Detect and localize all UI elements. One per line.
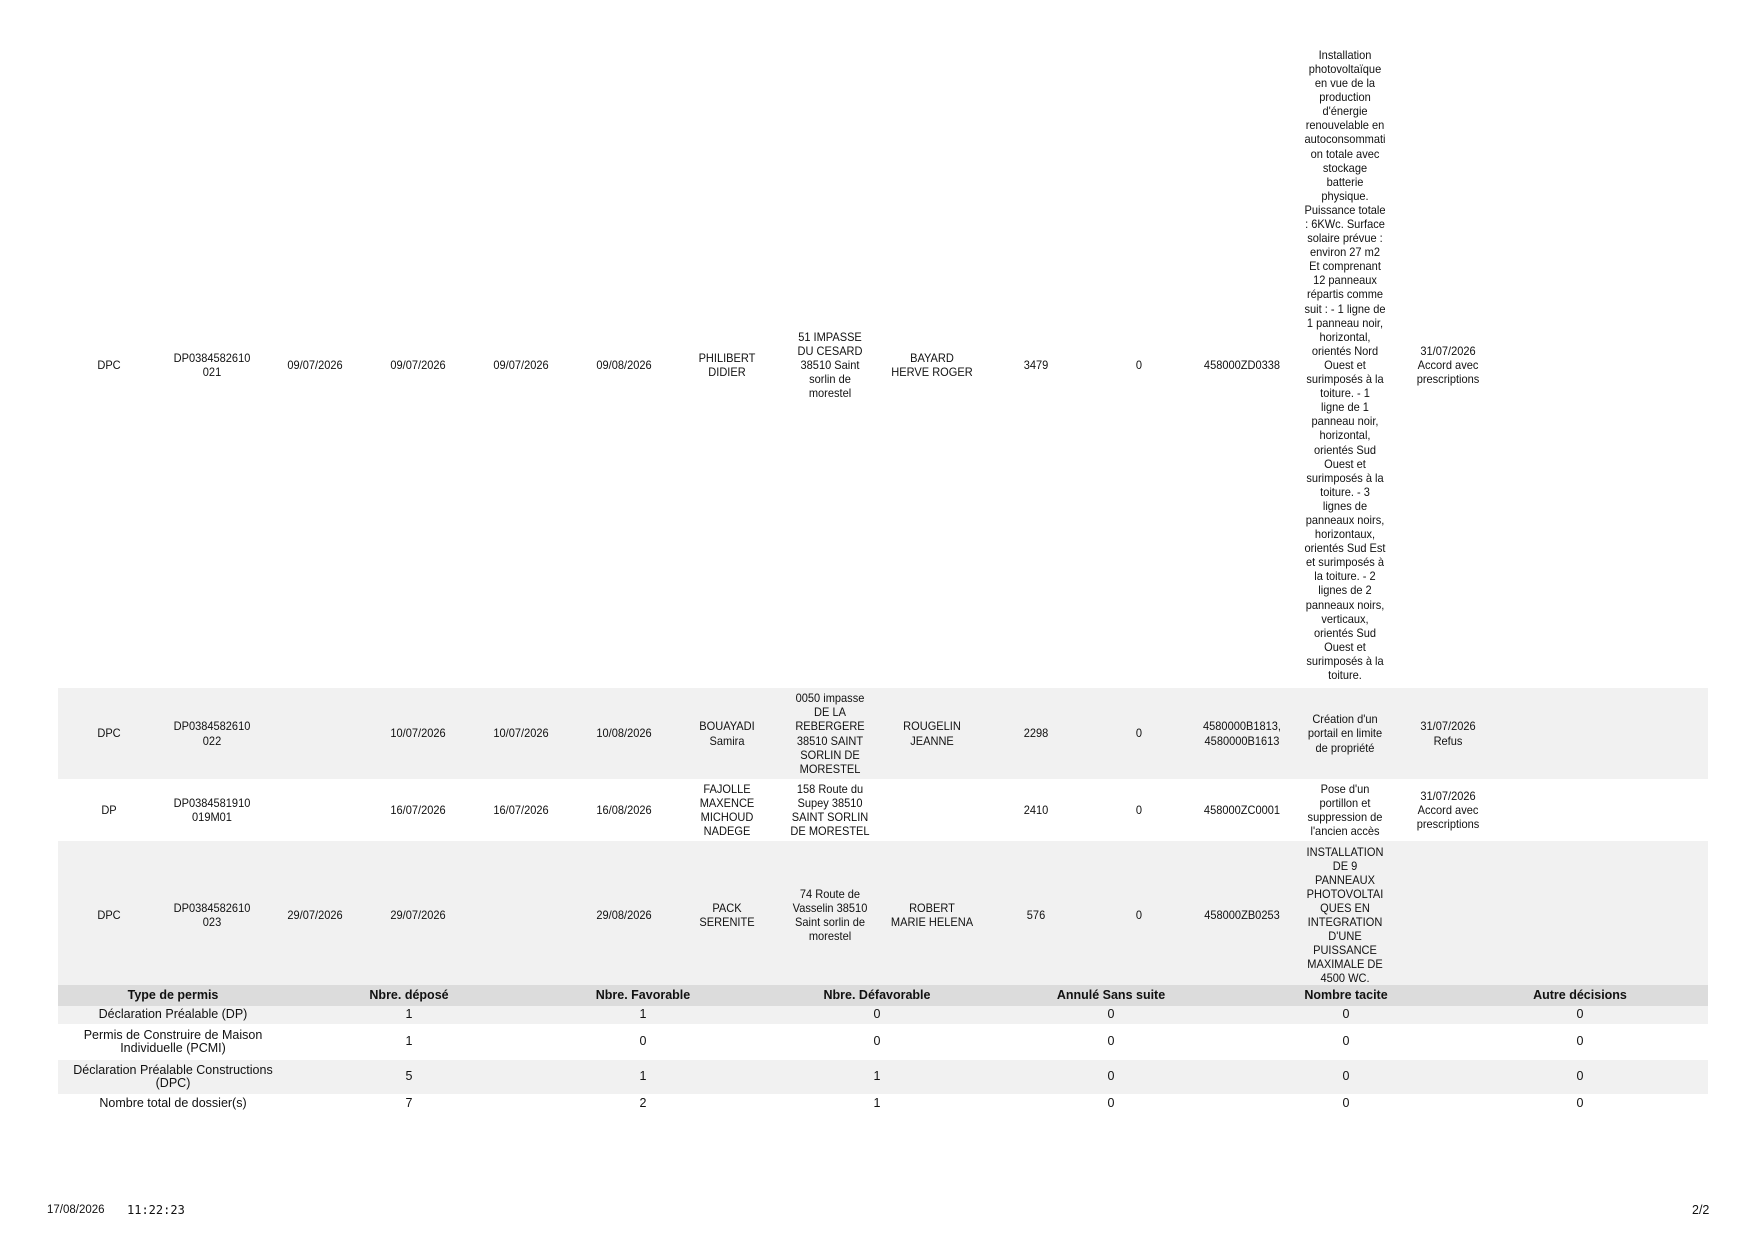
summary-column-header: Nbre. Favorable bbox=[595, 987, 691, 1002]
project-description-line: orientés Sud Est bbox=[1304, 541, 1386, 556]
surface-value bbox=[990, 42, 1082, 688]
summary-row-label-line: Permis de Construire de Maison bbox=[83, 1027, 263, 1042]
project-description-line: Ouest et bbox=[1324, 639, 1366, 654]
dossier-number bbox=[166, 688, 258, 779]
summary-count: 0 bbox=[639, 1034, 647, 1049]
summary-row-label-line: Individuelle (PCMI) bbox=[120, 1041, 226, 1055]
project-description-line: de propriété bbox=[1315, 740, 1375, 755]
summary-count: 7 bbox=[405, 1096, 413, 1111]
work-address-line: Saint sorlin de bbox=[795, 915, 865, 929]
project-description-line: Ouest et bbox=[1324, 357, 1366, 372]
dossier-number-line: 021 bbox=[202, 365, 222, 379]
project-description-line: horizontal, bbox=[1319, 329, 1371, 344]
owner-name-line: MARIE HELENA bbox=[890, 915, 974, 929]
project-description-line: lignes de 2 bbox=[1318, 583, 1372, 598]
extra-value bbox=[1093, 841, 1185, 989]
date-registered-line: 09/07/2026 bbox=[390, 357, 446, 372]
owner-name-line: HERVE ROGER bbox=[891, 365, 973, 379]
project-description-line: Puissance totale bbox=[1304, 202, 1386, 217]
extra-value bbox=[1093, 688, 1185, 779]
parcel-reference-line: 458000ZB0253 bbox=[1204, 907, 1280, 922]
summary-count: 0 bbox=[1576, 1034, 1584, 1049]
permit-type-line: DPC bbox=[97, 907, 121, 922]
project-description-line: suit : - 1 ligne de bbox=[1304, 301, 1386, 316]
print-date: 17/08/2026 bbox=[47, 1204, 105, 1216]
dossier-number-line: DP0384582610 bbox=[173, 719, 251, 734]
project-description-line: Installation bbox=[1318, 47, 1372, 62]
work-address-line: 38510 Saint bbox=[800, 357, 860, 372]
decision-status-line: 31/07/2026 bbox=[1420, 788, 1476, 803]
date-complete bbox=[475, 42, 567, 688]
project-description-line: 1 panneau noir, bbox=[1306, 315, 1384, 330]
project-description-line: QUES EN bbox=[1320, 900, 1370, 915]
date-complete-line: 16/07/2026 bbox=[493, 802, 549, 817]
date-submitted bbox=[269, 841, 361, 989]
work-address-line: DU CESARD bbox=[797, 343, 863, 358]
permit-type-line: DP bbox=[101, 802, 117, 817]
permit-type bbox=[63, 688, 155, 779]
date-deadline-line: 09/08/2026 bbox=[596, 357, 652, 372]
applicant-name-line: MAXENCE bbox=[699, 795, 755, 810]
applicant-name-line: DIDIER bbox=[708, 365, 746, 379]
extra-value-line: 0 bbox=[1135, 802, 1143, 817]
date-registered-line: 29/07/2026 bbox=[390, 907, 446, 922]
applicant-name bbox=[681, 42, 773, 688]
summary-column-header: Nbre. Défavorable bbox=[823, 987, 931, 1002]
surface-value bbox=[990, 841, 1082, 989]
summary-row-label-line: Nombre total de dossier(s) bbox=[99, 1096, 247, 1111]
project-description-line: panneaux noirs, bbox=[1305, 597, 1385, 612]
summary-count: 0 bbox=[873, 1007, 881, 1022]
dossier-number bbox=[166, 779, 258, 841]
project-description-line: 4500 WC. bbox=[1320, 971, 1370, 986]
project-description-line: panneau noir, bbox=[1311, 414, 1379, 429]
summary-count: 0 bbox=[1576, 1069, 1584, 1084]
project-description-line: Pose d'un bbox=[1320, 781, 1370, 796]
project-description-line: la toiture. - 2 bbox=[1314, 569, 1376, 584]
owner-name-line: JEANNE bbox=[910, 733, 954, 748]
decision-status-line: Refus bbox=[1433, 733, 1463, 748]
date-deadline bbox=[578, 688, 670, 779]
work-address-line: MORESTEL bbox=[799, 761, 861, 776]
dossier-number-line: 022 bbox=[202, 733, 222, 748]
project-description-line: ligne de 1 bbox=[1321, 400, 1369, 415]
parcel-reference-line: 4580000B1613 bbox=[1204, 733, 1280, 748]
page-number: 2/2 bbox=[1692, 1203, 1710, 1217]
date-registered-line: 16/07/2026 bbox=[390, 802, 446, 817]
project-description-line: solaire prévue : bbox=[1307, 231, 1383, 246]
work-address-line: DE MORESTEL bbox=[790, 824, 870, 839]
summary-row-label bbox=[58, 1024, 288, 1060]
summary-count: 0 bbox=[1576, 1096, 1584, 1111]
summary-count: 0 bbox=[1342, 1069, 1350, 1084]
project-description-line: toiture. - 1 bbox=[1320, 386, 1370, 401]
summary-row-label-line: Déclaration Préalable (DP) bbox=[98, 1007, 248, 1022]
work-address-line: morestel bbox=[808, 929, 852, 944]
work-address-line: SAINT SORLIN bbox=[791, 810, 869, 824]
work-address bbox=[784, 42, 876, 688]
surface-value bbox=[990, 779, 1082, 841]
summary-count: 0 bbox=[873, 1034, 881, 1049]
summary-column-header: Nbre. déposé bbox=[369, 987, 449, 1002]
project-description bbox=[1299, 841, 1391, 989]
summary-count: 1 bbox=[405, 1007, 413, 1022]
decision-status-line: Accord avec bbox=[1417, 357, 1479, 372]
project-description-line: et surimposés à bbox=[1306, 555, 1384, 570]
applicant-name-line: SERENITE bbox=[699, 915, 755, 929]
surface-value-line: 2298 bbox=[1023, 726, 1049, 741]
decision-status-line: prescriptions bbox=[1416, 817, 1480, 832]
work-address bbox=[784, 841, 876, 989]
date-complete-line: 10/07/2026 bbox=[493, 726, 549, 741]
project-description-line: renouvelable en bbox=[1305, 118, 1385, 133]
project-description-line: en vue de la bbox=[1314, 76, 1376, 91]
work-address-line: sorlin de bbox=[809, 372, 851, 387]
date-registered bbox=[372, 688, 464, 779]
date-submitted bbox=[269, 688, 361, 779]
applicant-name-line: MICHOUD bbox=[700, 810, 754, 824]
date-deadline bbox=[578, 841, 670, 989]
extra-value-line: 0 bbox=[1135, 907, 1143, 922]
project-description-line: horizontal, bbox=[1319, 428, 1371, 443]
date-submitted-line: 29/07/2026 bbox=[287, 907, 343, 922]
summary-count: 1 bbox=[639, 1007, 647, 1022]
project-description-line: toiture. bbox=[1328, 668, 1362, 683]
work-address-line: 38510 SAINT bbox=[796, 733, 864, 748]
project-description-line: DE 9 bbox=[1332, 858, 1358, 873]
project-description-line: surimposés à la bbox=[1306, 470, 1384, 485]
date-submitted bbox=[269, 779, 361, 841]
project-description-line: MAXIMALE DE bbox=[1307, 957, 1383, 972]
dossier-number-line: DP0384582610 bbox=[173, 900, 251, 915]
permit-type bbox=[63, 779, 155, 841]
date-complete bbox=[475, 688, 567, 779]
project-description-line: photovoltaïque bbox=[1308, 61, 1382, 76]
project-description-line: : 6KWc. Surface bbox=[1305, 217, 1385, 232]
surface-value-line: 2410 bbox=[1023, 802, 1049, 817]
permit-type-line: DPC bbox=[97, 357, 121, 372]
applicant-name-line: Samira bbox=[709, 733, 745, 748]
summary-count: 1 bbox=[405, 1034, 413, 1049]
dossier-number bbox=[166, 42, 258, 688]
project-description-line: 12 panneaux bbox=[1313, 273, 1377, 288]
date-registered-line: 10/07/2026 bbox=[390, 726, 446, 741]
project-description-line: horizontaux, bbox=[1314, 527, 1376, 542]
parcel-reference bbox=[1196, 779, 1288, 841]
work-address-line: REBERGERE bbox=[795, 719, 865, 734]
dossier-number bbox=[166, 841, 258, 989]
permit-type bbox=[63, 841, 155, 989]
work-address bbox=[784, 688, 876, 779]
project-description-line: Ouest et bbox=[1324, 456, 1366, 471]
project-description-line: on totale avec bbox=[1310, 146, 1380, 161]
print-time: 11:22:23 bbox=[127, 1203, 185, 1217]
work-address bbox=[784, 779, 876, 841]
date-deadline-line: 29/08/2026 bbox=[596, 907, 652, 922]
summary-count: 1 bbox=[873, 1069, 881, 1084]
decision-status bbox=[1402, 688, 1494, 779]
project-description-line: orientés Sud bbox=[1313, 442, 1376, 457]
date-submitted bbox=[269, 42, 361, 688]
summary-count: 0 bbox=[1107, 1069, 1115, 1084]
project-description-line: environ 27 m2 bbox=[1310, 245, 1380, 260]
applicant-name bbox=[681, 841, 773, 989]
project-description-line: verticaux, bbox=[1321, 611, 1369, 626]
summary-count: 5 bbox=[405, 1069, 413, 1084]
extra-value-line: 0 bbox=[1135, 357, 1143, 372]
date-complete bbox=[475, 841, 567, 989]
project-description-line: PHOTOVOLTAI bbox=[1306, 886, 1384, 901]
summary-count: 0 bbox=[1107, 1096, 1115, 1111]
project-description-line: toiture. - 3 bbox=[1320, 484, 1370, 499]
summary-column-header: Type de permis bbox=[127, 987, 219, 1002]
extra-value-line: 0 bbox=[1135, 726, 1143, 741]
summary-count: 0 bbox=[1342, 1096, 1350, 1111]
dossier-number-line: 023 bbox=[202, 915, 222, 929]
applicant-name-line: FAJOLLE bbox=[703, 781, 751, 796]
summary-row-label-line: (DPC) bbox=[155, 1076, 191, 1090]
project-description-line: batterie bbox=[1326, 174, 1364, 189]
decision-status bbox=[1402, 841, 1494, 989]
project-description-line: Et comprenant bbox=[1309, 259, 1381, 274]
parcel-reference bbox=[1196, 841, 1288, 989]
work-address-line: morestel bbox=[808, 386, 852, 401]
summary-count: 0 bbox=[1342, 1007, 1350, 1022]
summary-count: 1 bbox=[873, 1096, 881, 1111]
summary-count: 0 bbox=[1342, 1034, 1350, 1049]
applicant-name bbox=[681, 779, 773, 841]
decision-status bbox=[1402, 779, 1494, 841]
project-description bbox=[1299, 779, 1391, 841]
date-complete bbox=[475, 779, 567, 841]
parcel-reference bbox=[1196, 42, 1288, 688]
date-deadline bbox=[578, 779, 670, 841]
project-description-line: autoconsommati bbox=[1304, 132, 1386, 147]
work-address-line: 51 IMPASSE bbox=[798, 329, 862, 344]
project-description-line: panneaux noirs, bbox=[1305, 512, 1385, 527]
summary-count: 1 bbox=[639, 1069, 647, 1084]
work-address-line: DE LA bbox=[814, 705, 846, 720]
extra-value bbox=[1093, 779, 1185, 841]
project-description-line: surimposés à la bbox=[1306, 653, 1384, 668]
project-description-line: portail en limite bbox=[1307, 726, 1383, 741]
owner-name bbox=[886, 688, 978, 779]
project-description-line: physique. bbox=[1321, 188, 1369, 203]
owner-name-line: BAYARD bbox=[910, 350, 954, 365]
project-description-line: répartis comme bbox=[1306, 287, 1384, 302]
owner-name bbox=[886, 841, 978, 989]
summary-count: 0 bbox=[1576, 1007, 1584, 1022]
project-description-line: orientés Nord bbox=[1311, 343, 1379, 358]
project-description-line: orientés Sud bbox=[1313, 625, 1376, 640]
work-address-line: 0050 impasse bbox=[795, 691, 865, 706]
project-description-line: PANNEAUX bbox=[1315, 872, 1375, 887]
date-registered bbox=[372, 42, 464, 688]
project-description-line: D'UNE bbox=[1328, 929, 1362, 944]
applicant-name-line: BOUAYADI bbox=[699, 719, 755, 734]
work-address-line: Supey 38510 bbox=[797, 795, 863, 810]
work-address-line: SORLIN DE bbox=[800, 747, 860, 762]
permit-type-line: DPC bbox=[97, 726, 121, 741]
dossier-number-line: 019M01 bbox=[192, 810, 232, 824]
work-address-line: Vasselin 38510 bbox=[792, 900, 868, 915]
parcel-reference-line: 458000ZD0338 bbox=[1203, 357, 1281, 372]
decision-status-line: prescriptions bbox=[1416, 372, 1480, 387]
summary-row-label bbox=[58, 1006, 288, 1024]
project-description-line: production bbox=[1319, 90, 1371, 105]
summary-column-header: Annulé Sans suite bbox=[1056, 987, 1166, 1002]
date-submitted-line: 09/07/2026 bbox=[287, 357, 343, 372]
project-description-line: suppression de bbox=[1307, 810, 1383, 824]
project-description-line: stockage bbox=[1322, 160, 1368, 175]
summary-column-header: Nombre tacite bbox=[1304, 987, 1388, 1002]
parcel-reference-line: 4580000B1813, bbox=[1203, 719, 1281, 734]
project-description-line: d'énergie bbox=[1322, 104, 1368, 119]
applicant-name-line: PACK bbox=[712, 900, 742, 915]
decision-status bbox=[1402, 42, 1494, 688]
date-complete-line: 09/07/2026 bbox=[493, 357, 549, 372]
applicant-name-line: PHILIBERT bbox=[698, 350, 756, 365]
project-description-line: surimposés à la bbox=[1306, 372, 1384, 387]
summary-row-label bbox=[58, 1060, 288, 1094]
work-address-line: 158 Route du bbox=[796, 781, 864, 796]
parcel-reference bbox=[1196, 688, 1288, 779]
date-deadline-line: 16/08/2026 bbox=[596, 802, 652, 817]
date-registered bbox=[372, 779, 464, 841]
work-address-line: 74 Route de bbox=[799, 886, 861, 901]
extra-value bbox=[1093, 42, 1185, 688]
project-description-line: Création d'un bbox=[1312, 712, 1378, 727]
project-description-line: portillon et bbox=[1319, 795, 1371, 810]
date-registered bbox=[372, 841, 464, 989]
owner-name bbox=[886, 779, 978, 841]
date-deadline-line: 10/08/2026 bbox=[596, 726, 652, 741]
surface-value bbox=[990, 688, 1082, 779]
applicant-name-line: NADEGE bbox=[703, 824, 751, 839]
date-deadline bbox=[578, 42, 670, 688]
summary-column-header: Autre décisions bbox=[1533, 987, 1627, 1002]
summary-count: 0 bbox=[1107, 1034, 1115, 1049]
owner-name bbox=[886, 42, 978, 688]
surface-value-line: 576 bbox=[1026, 907, 1046, 922]
permit-type bbox=[63, 42, 155, 688]
parcel-reference-line: 458000ZC0001 bbox=[1203, 802, 1281, 817]
summary-count: 0 bbox=[1107, 1007, 1115, 1022]
project-description bbox=[1299, 688, 1391, 779]
applicant-name bbox=[681, 688, 773, 779]
project-description-line: INTEGRATION bbox=[1307, 915, 1383, 929]
project-description-line: l'ancien accès bbox=[1310, 824, 1380, 839]
surface-value-line: 3479 bbox=[1023, 357, 1049, 372]
summary-row-label bbox=[58, 1094, 288, 1114]
project-description bbox=[1299, 42, 1391, 688]
summary-row-label-line: Déclaration Préalable Constructions bbox=[73, 1062, 273, 1077]
decision-status-line: 31/07/2026 bbox=[1420, 719, 1476, 734]
project-description-line: lignes de bbox=[1322, 498, 1368, 513]
summary-count: 2 bbox=[639, 1096, 647, 1111]
dossier-number-line: DP0384581910 bbox=[173, 795, 251, 810]
dossier-number-line: DP0384582610 bbox=[173, 350, 251, 365]
owner-name-line: ROBERT bbox=[909, 900, 955, 915]
project-description-line: INSTALLATION bbox=[1306, 844, 1384, 859]
owner-name-line: ROUGELIN bbox=[903, 719, 961, 734]
decision-status-line: Accord avec bbox=[1417, 802, 1479, 817]
decision-status-line: 31/07/2026 bbox=[1420, 343, 1476, 358]
project-description-line: PUISSANCE bbox=[1313, 943, 1377, 958]
